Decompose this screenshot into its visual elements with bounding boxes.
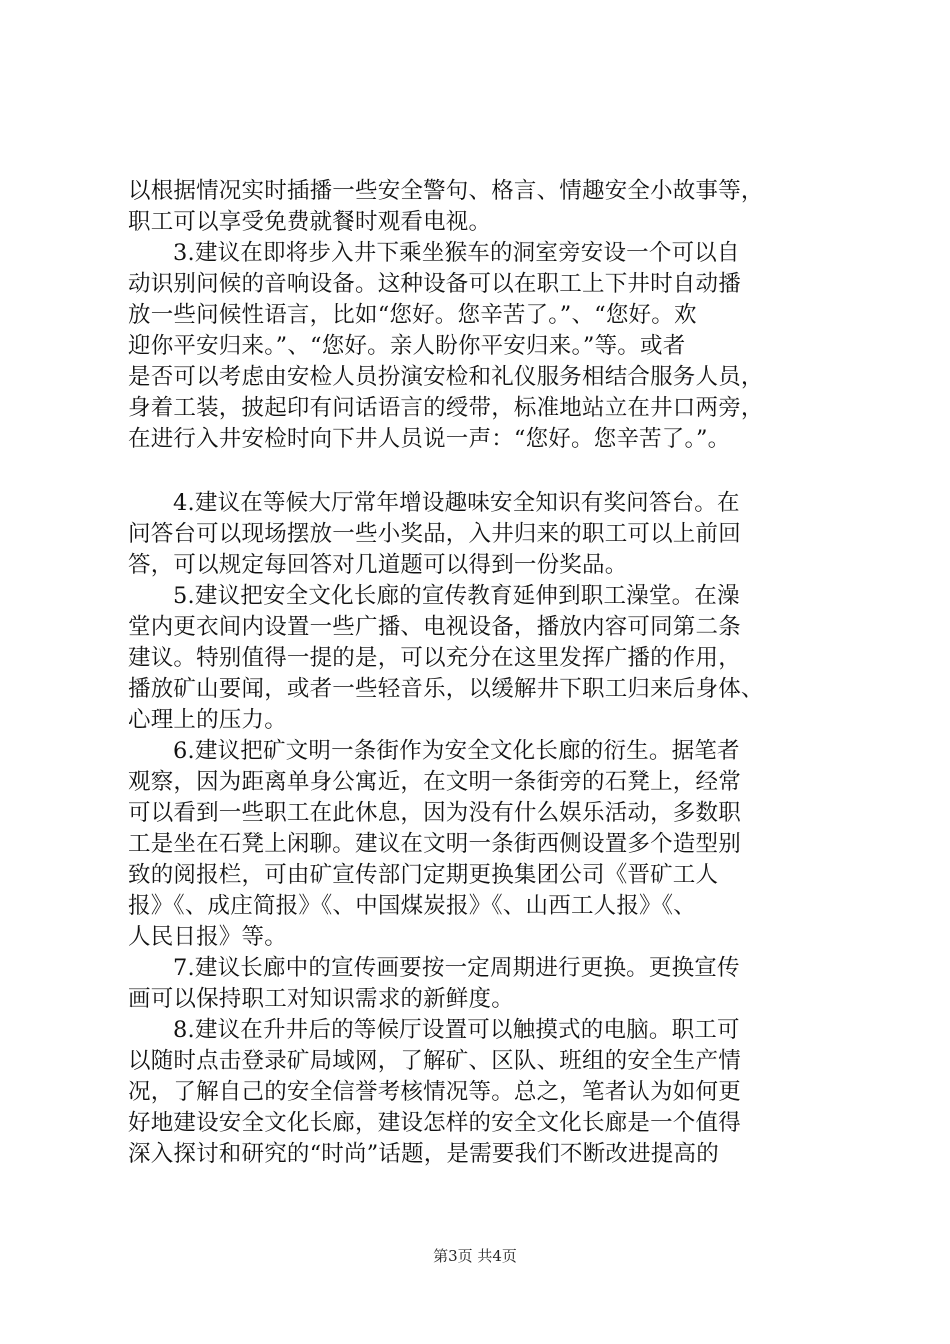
text-line: 答，可以规定每回答对几道题可以得到一份奖品。	[128, 552, 628, 578]
text-line: 观察，因为距离单身公寓近，在文明一条街旁的石凳上，经常	[128, 769, 741, 795]
text-line: 动识别问候的音响设备。这种设备可以在职工上下井时自动播	[128, 271, 741, 297]
text-line: 是否可以考虑由安检人员扮演安检和礼仪服务相结合服务人员，	[128, 364, 764, 390]
page-footer	[0, 1245, 950, 1266]
paragraph-start-line: 4.建议在等候大厅常年增设趣味安全知识有奖问答台。在	[173, 490, 740, 516]
page-number-label: 第3页 共4页	[433, 1247, 517, 1265]
text-line: 在进行入井安检时向下井人员说一声：“您好。您辛苦了。”。	[128, 426, 731, 452]
paragraph-start-line: 3.建议在即将步入井下乘坐猴车的洞室旁安设一个可以自	[173, 240, 740, 266]
text-line: 报》《、成庄简报》《、中国煤炭报》《、山西工人报》《、	[128, 893, 696, 919]
text-line: 可以看到一些职工在此休息，因为没有什么娱乐活动，多数职	[128, 800, 741, 826]
paragraph-start-line: 8.建议在升井后的等候厅设置可以触摸式的电脑。职工可	[173, 1017, 740, 1043]
text-line: 工是坐在石凳上闲聊。建议在文明一条街西侧设置多个造型别	[128, 831, 741, 857]
text-line: 况，了解自己的安全信誉考核情况等。总之，笔者认为如何更	[128, 1079, 741, 1105]
text-line: 致的阅报栏，可由矿宣传部门定期更换集团公司《晋矿工人	[128, 862, 719, 888]
text-line: 堂内更衣间内设置一些广播、电视设备，播放内容可同第二条	[128, 614, 741, 640]
text-line: 建议。特别值得一提的是，可以充分在这里发挥广播的作用，	[128, 645, 741, 671]
text-line: 以根据情况实时插播一些安全警句、格言、情趣安全小故事等，	[128, 178, 764, 204]
text-line: 以随时点击登录矿局域网，了解矿、区队、班组的安全生产情	[128, 1048, 741, 1074]
text-line: 心理上的压力。	[128, 707, 287, 733]
text-line: 职工可以享受免费就餐时观看电视。	[128, 209, 492, 235]
text-line: 放一些问候性语言，比如“您好。您辛苦了。”、“您好。欢	[128, 302, 697, 328]
text-line: 播放矿山要闻，或者一些轻音乐，以缓解井下职工归来后身体、	[128, 676, 764, 702]
text-line: 迎你平安归来。”、“您好。亲人盼你平安归来。”等。或者	[128, 333, 686, 359]
text-line: 好地建设安全文化长廊，建设怎样的安全文化长廊是一个值得	[128, 1110, 741, 1136]
text-line: 人民日报》等。	[128, 924, 287, 950]
document-body	[128, 176, 834, 1170]
text-line: 身着工装，披起印有问话语言的绶带，标准地站立在井口两旁，	[128, 395, 764, 421]
paragraph-start-line: 5.建议把安全文化长廊的宣传教育延伸到职工澡堂。在澡	[173, 583, 740, 609]
text-line: 深入探讨和研究的“时尚”话题，是需要我们不断改进提高的	[128, 1141, 719, 1167]
text-line: 问答台可以现场摆放一些小奖品，入井归来的职工可以上前回	[128, 521, 741, 547]
paragraph-start-line: 7.建议长廊中的宣传画要按一定周期进行更换。更换宣传	[173, 955, 740, 981]
paragraph-start-line: 6.建议把矿文明一条街作为安全文化长廊的衍生。据笔者	[173, 738, 740, 764]
paragraph-gap	[128, 455, 834, 488]
text-line: 画可以保持职工对知识需求的新鲜度。	[128, 986, 514, 1012]
